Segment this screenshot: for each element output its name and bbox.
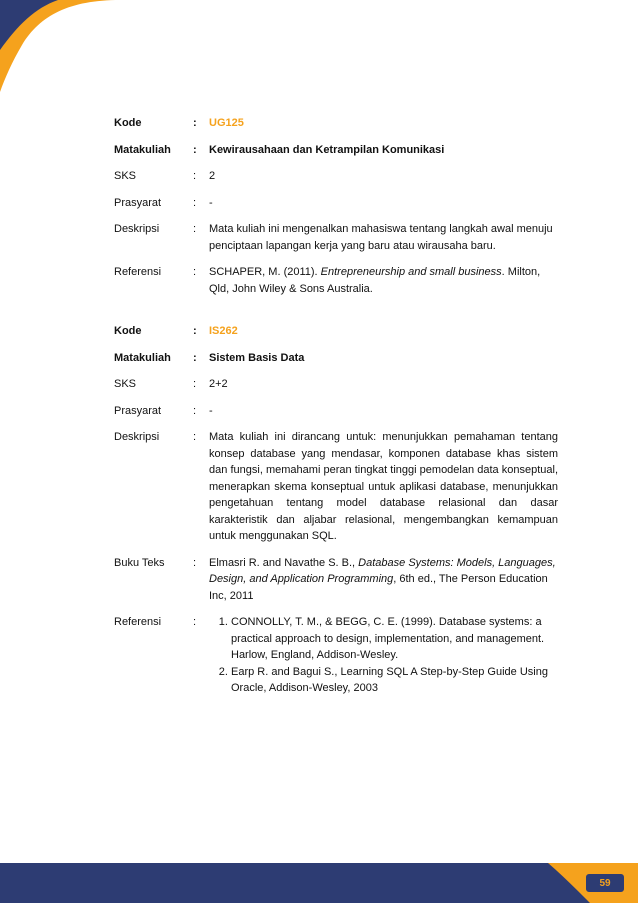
footer-band <box>0 863 638 903</box>
prasyarat-row-2 <box>114 403 558 420</box>
prasyarat-row-1 <box>114 195 558 212</box>
course-name: Kewirausahaan dan Ketrampilan Komunikasi <box>209 143 445 156</box>
bukuteks-text <box>209 555 558 605</box>
colon: : <box>193 170 197 182</box>
colon: : <box>193 404 197 417</box>
prasyarat-value: - <box>209 404 213 417</box>
matakuliah-label: Matakuliah <box>114 143 171 156</box>
prasyarat-value: - <box>209 196 213 209</box>
deskripsi-row-1 <box>114 221 558 254</box>
sks-row-2 <box>114 376 558 393</box>
bukuteks-label: Buku Teks <box>114 556 165 569</box>
ref-author: SCHAPER, M. (2011). <box>209 266 321 278</box>
bukuteks-row <box>114 555 558 605</box>
colon: : <box>193 431 197 443</box>
sks-label: SKS <box>114 378 137 390</box>
buku-title: Database Systems: Models, Languages, Design, and Application Programming <box>209 556 556 585</box>
kode-row-1 <box>114 115 558 132</box>
matakuliah-label: Matakuliah <box>114 351 171 364</box>
referensi-row-1 <box>114 264 558 297</box>
referensi-label: Referensi <box>114 266 162 278</box>
colon: : <box>193 616 197 628</box>
matakuliah-row-2 <box>114 350 558 367</box>
deskripsi-label: Deskripsi <box>114 223 160 235</box>
colon: : <box>193 223 197 235</box>
kode-label: Kode <box>114 325 142 337</box>
course-name: Sistem Basis Data <box>209 351 305 364</box>
sks-label: SKS <box>114 170 137 182</box>
deskripsi-row-2 <box>114 429 558 545</box>
colon: : <box>193 266 197 278</box>
page-number: 59 <box>585 873 625 893</box>
kode-label: Kode <box>114 117 142 129</box>
course-code: UG125 <box>209 117 244 129</box>
sks-value: 2+2 <box>209 378 228 390</box>
deskripsi-label: Deskripsi <box>114 431 160 443</box>
colon: : <box>193 117 197 129</box>
kode-row-2 <box>114 323 558 340</box>
corner-decoration <box>0 0 120 95</box>
ref-publisher: . Milton, Qld, John Wiley & Sons Australia. <box>209 266 541 295</box>
deskripsi-text: Mata kuliah ini dirancang untuk: menunjukkan pemahaman tentang konsep database yang mendasar, komponen database khas sistem dan fungsi, memahami peran tingkat tinggi pemodelan data konseptual, menerapkan skema konseptual untuk aplikasi database, menunjukkan pengetahuan tentang model database relasional dan dasar karakteristik dan aljabar relasional, mengembangkan kemampuan untuk menggunakan SQL. <box>209 431 558 542</box>
colon: : <box>193 556 197 569</box>
course-code: IS262 <box>209 325 238 337</box>
course-content <box>114 115 558 697</box>
referensi-list <box>209 614 558 697</box>
ref-title: Entrepreneurship and small business <box>320 266 502 278</box>
colon: : <box>193 325 197 337</box>
sks-row-1 <box>114 168 558 185</box>
referensi-item: 1. CONNOLLY, T. M., & BEGG, C. E. (1999). Database systems: a practical approach to design, implementation, and management. Harlow, England, Addison-Wesley. <box>231 614 558 664</box>
deskripsi-text: Mata kuliah ini mengenalkan mahasiswa tentang langkah awal menuju penciptaan lapangan kerja yang baru atau wirausaha baru. <box>209 223 553 252</box>
referensi-label: Referensi <box>114 616 162 628</box>
buku-author: Elmasri R. and Navathe S. B., <box>209 556 359 569</box>
buku-publisher: , 6th ed., The Person Education Inc, 2011 <box>209 573 548 602</box>
referensi-item: 2. Earp R. and Bagui S., Learning SQL A Step-by-Step Guide Using Oracle, Addison-Wesley, 2003 <box>231 664 558 697</box>
referensi-row-2 <box>114 614 558 697</box>
colon: : <box>193 196 197 209</box>
colon: : <box>193 378 197 390</box>
colon: : <box>193 351 197 364</box>
sks-value: 2 <box>209 170 216 182</box>
matakuliah-row-1 <box>114 142 558 159</box>
colon: : <box>193 143 197 156</box>
prasyarat-label: Prasyarat <box>114 404 162 417</box>
referensi-text <box>209 264 558 297</box>
prasyarat-label: Prasyarat <box>114 196 162 209</box>
